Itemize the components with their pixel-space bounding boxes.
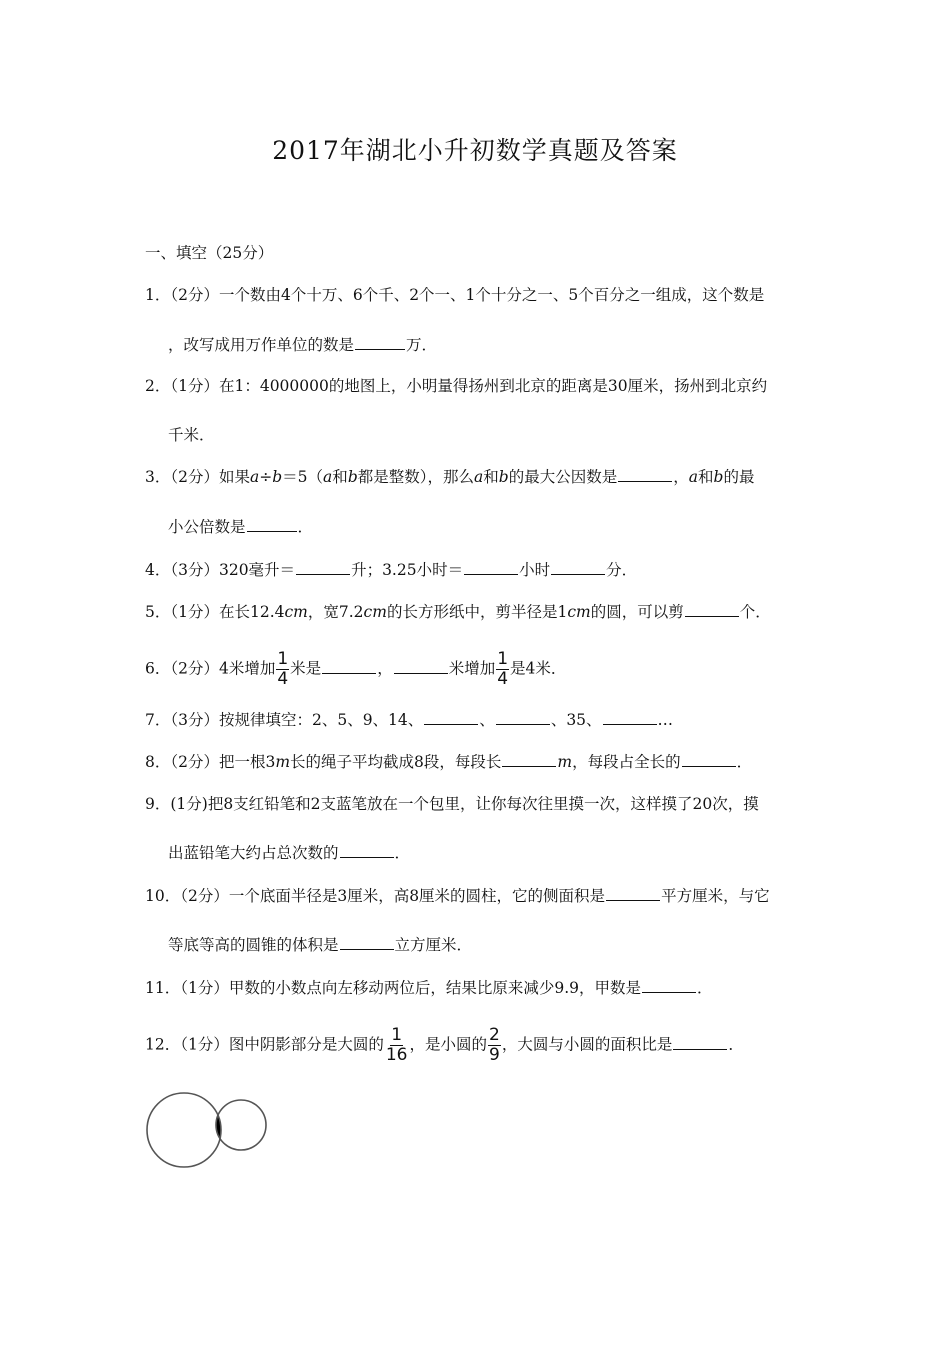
answer-blank[interactable]: [682, 751, 736, 767]
answer-blank[interactable]: [642, 977, 696, 993]
fraction: $\frac{1}{4}$: [497, 649, 509, 689]
question-2-line-2: 千米．: [168, 426, 215, 444]
question-12: 12．（1分）图中阴影部分是大圆的 $\frac{1}{16}$ ，是小圆的 $\frac{2}{9}$ ，大圆与小圆的面积比是 ．: [145, 1025, 744, 1065]
question-3-line-1: 3．（2分）如果a÷b＝5（a和b都是整数），那么a和b的最大公因数是 ，a和b的最: [145, 468, 755, 486]
question-1-line-1: 1．（2分）一个数由4个十万、6个千、2个一、1个十分之一、5个百分之一组成，这个数是: [145, 286, 765, 304]
question-8: 8．（2分）把一根3m长的绳子平均截成8段，每段长 m，每段占全长的 ．: [145, 753, 753, 771]
question-4: 4．（3分）320毫升＝ 升；3.25小时＝ 小时 分．: [145, 561, 638, 579]
question-6: 6．（2分）4米增加 $\frac{1}{4}$ 米是 ， 米增加 $\frac{1}{4}$ 是4米．: [145, 649, 567, 689]
answer-blank[interactable]: [673, 1034, 727, 1050]
answer-blank[interactable]: [618, 466, 672, 482]
question-3-line-2: 小公倍数是 ．: [168, 518, 314, 536]
answer-blank[interactable]: [355, 334, 405, 350]
question-11: 11．（1分）甲数的小数点向左移动两位后，结果比原来减少9.9，甲数是 ．: [145, 979, 713, 997]
question-5: 5．（1分）在长12.4cm，宽7.2cm的长方形纸中，剪半径是1cm的圆，可以剪 个．: [145, 603, 771, 621]
answer-blank[interactable]: [606, 885, 660, 901]
fraction: $\frac{1}{4}$: [277, 649, 289, 689]
question-10-line-2: 等底等高的圆锥的体积是 立方厘米．: [168, 936, 473, 954]
answer-blank[interactable]: [685, 601, 739, 617]
answer-blank[interactable]: [394, 658, 448, 674]
question-7: 7．（3分）按规律填空：2、5、9、14、 、 、35、 …: [145, 711, 674, 729]
question-9-line-1: 9．(1分)把8支红铅笔和2支蓝笔放在一个包里，让你每次往里摸一次，这样摸了20次，摸: [145, 795, 759, 813]
answer-blank[interactable]: [340, 842, 394, 858]
answer-blank[interactable]: [464, 559, 518, 575]
answer-blank[interactable]: [322, 658, 376, 674]
section-heading: 一、填空（25分）: [145, 244, 274, 262]
answer-blank[interactable]: [424, 709, 478, 725]
page-title: 2017年湖北小升初数学真题及答案: [272, 136, 678, 165]
answer-blank[interactable]: [340, 934, 394, 950]
question-1-line-2: ，改写成用万作单位的数是 万．: [168, 336, 438, 354]
answer-blank[interactable]: [551, 559, 605, 575]
answer-blank[interactable]: [496, 709, 550, 725]
question-2-line-1: 2．（1分）在1：4000000的地图上，小明量得扬州到北京的距离是30厘米，扬州到北京约: [145, 377, 768, 395]
large-circle: [147, 1093, 221, 1167]
answer-blank[interactable]: [296, 559, 350, 575]
overlapping-circles-figure: [144, 1092, 268, 1168]
answer-blank[interactable]: [603, 709, 657, 725]
answer-blank[interactable]: [247, 516, 297, 532]
answer-blank[interactable]: [502, 751, 556, 767]
fraction: $\frac{2}{9}$: [489, 1025, 500, 1065]
question-9-line-2: 出蓝铅笔大约占总次数的 ．: [168, 844, 411, 862]
small-circle: [216, 1100, 266, 1150]
fraction: $\frac{1}{16}$: [385, 1025, 408, 1065]
question-10-line-1: 10．（2分）一个底面半径是3厘米，高8厘米的圆柱，它的侧面积是 平方厘米，与它: [145, 887, 770, 905]
